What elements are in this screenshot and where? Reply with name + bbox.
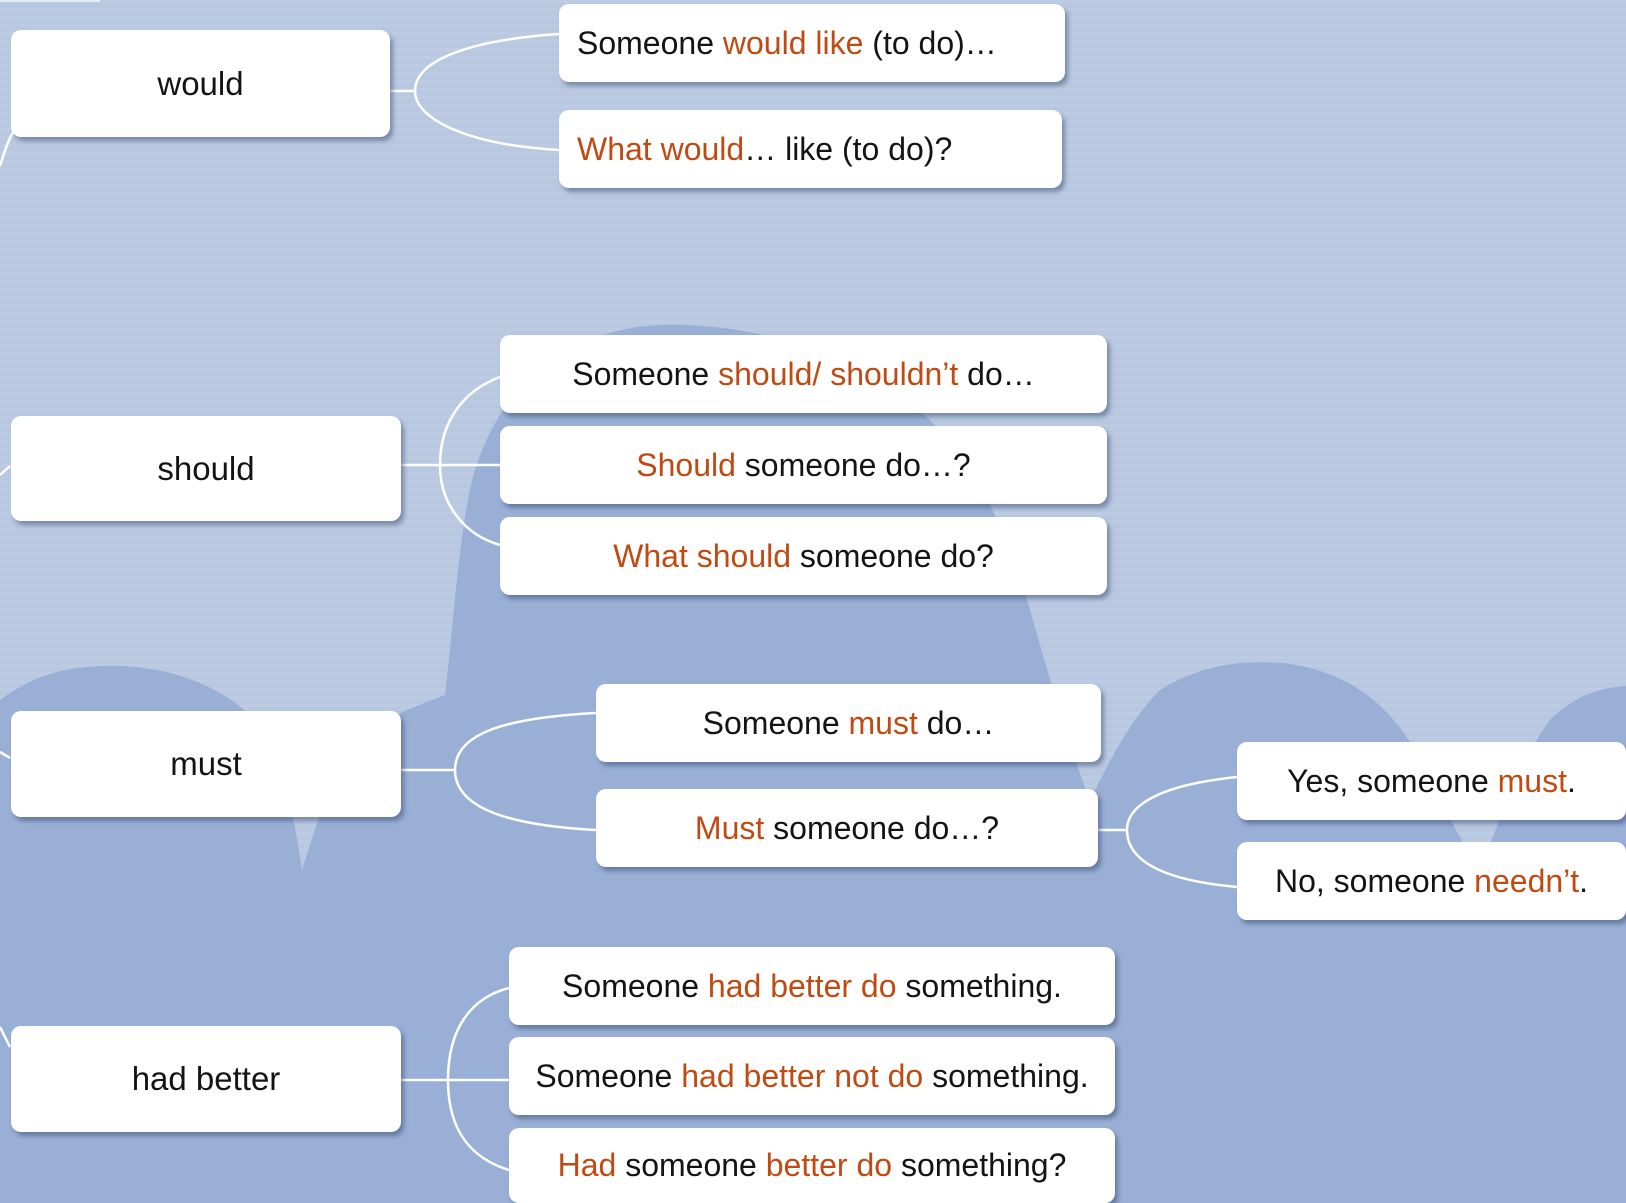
phrase-text: Someone [577, 24, 723, 61]
modal-should: should [11, 416, 401, 521]
highlighted-modal-text: better do [765, 1147, 893, 1183]
phrase-must-question [596, 789, 1098, 867]
phrase-text: do… [917, 704, 995, 741]
phrase-should-wh-question [500, 517, 1107, 595]
highlighted-modal-text: must [1497, 762, 1567, 799]
highlighted-modal-text: must [848, 704, 918, 741]
phrase-would-question [559, 110, 1062, 188]
highlighted-modal-text: needn’t [1474, 862, 1580, 899]
phrase-should-yesno-question [500, 426, 1107, 504]
phrase-text: . [1579, 862, 1589, 899]
phrase-text: someone do…? [764, 809, 1000, 846]
phrase-text: do… [958, 355, 1035, 392]
phrase-text: Someone [702, 704, 849, 741]
highlighted-modal-text: Must [694, 809, 765, 846]
highlighted-modal-text: had better do [707, 967, 897, 1004]
phrase-had-better-statement [509, 947, 1115, 1025]
phrase-text: . [1566, 762, 1576, 799]
highlighted-modal-text: What should [613, 537, 792, 574]
phrase-had-better-question [509, 1128, 1115, 1203]
highlighted-modal-text: should/ shouldn’t [718, 355, 959, 392]
phrase-text: something. [923, 1057, 1089, 1094]
phrase-must-answer-no [1237, 842, 1626, 920]
highlighted-modal-text: would like [722, 24, 864, 61]
phrase-text: Yes, someone [1287, 762, 1498, 799]
modal-had-better: had better [11, 1026, 401, 1132]
phrase-text: someone [616, 1147, 766, 1183]
highlighted-modal-text: Should [636, 446, 736, 483]
highlighted-modal-text: had better not do [681, 1057, 924, 1094]
phrase-had-better-negative [509, 1037, 1115, 1115]
phrase-should-statement [500, 335, 1107, 413]
phrase-must-answer-yes [1237, 742, 1626, 820]
highlighted-modal-text: Had [557, 1147, 617, 1183]
phrase-text: (to do)… [863, 24, 997, 61]
phrase-text: Someone [562, 967, 708, 1004]
phrase-would-statement [559, 4, 1065, 82]
phrase-text: someone do? [791, 537, 994, 574]
phrase-text: Someone [572, 355, 719, 392]
phrase-text: someone do…? [735, 446, 971, 483]
phrase-text: … like (to do)? [744, 130, 953, 167]
phrase-text: No, someone [1274, 862, 1475, 899]
modal-would: would [11, 30, 390, 137]
modal-must: must [11, 711, 401, 817]
phrase-text: Someone [535, 1057, 682, 1094]
highlighted-modal-text: What would [577, 130, 745, 167]
phrase-text: something? [892, 1147, 1067, 1183]
phrase-must-statement [596, 684, 1101, 762]
phrase-text: something. [896, 967, 1062, 1004]
